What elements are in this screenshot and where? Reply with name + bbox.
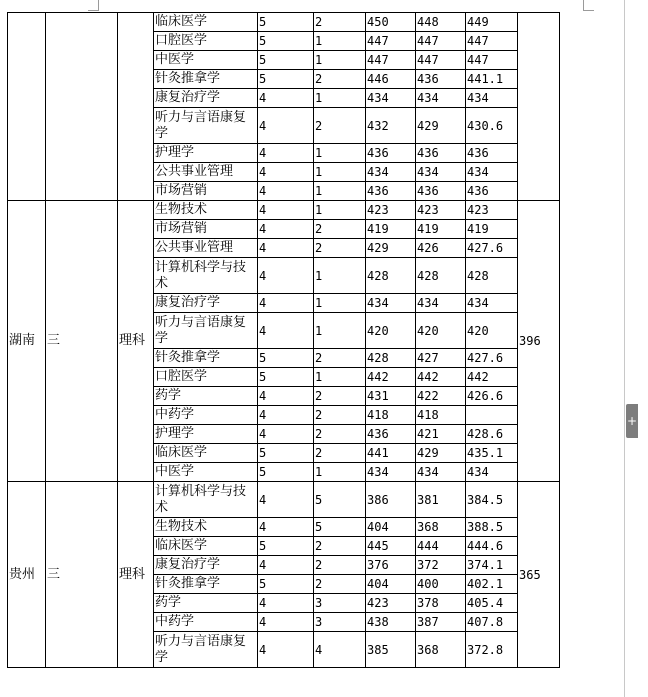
plan-count-cell: 5 [258,575,314,594]
page-edge-line [624,0,625,697]
enroll-count-cell: 2 [314,70,366,89]
max-score-cell: 436 [366,425,416,444]
plan-count-cell: 5 [258,463,314,482]
max-score-cell: 447 [366,51,416,70]
major-cell: 护理学 [154,144,258,163]
side-expand-tab[interactable] [626,404,638,438]
plan-count-cell: 5 [258,444,314,463]
max-score-cell: 446 [366,70,416,89]
plan-count-cell: 4 [258,258,314,294]
enroll-count-cell: 2 [314,406,366,425]
table-row [8,201,560,220]
enroll-count-cell: 1 [314,32,366,51]
enroll-count-cell: 5 [314,482,366,518]
enroll-count-cell: 1 [314,51,366,70]
min-score-cell: 429 [416,444,466,463]
major-cell: 临床医学 [154,444,258,463]
plan-count-cell: 4 [258,556,314,575]
avg-score-cell: 388.5 [466,518,518,537]
major-cell: 中药学 [154,613,258,632]
enroll-count-cell: 2 [314,556,366,575]
plan-count-cell: 5 [258,349,314,368]
enroll-count-cell: 2 [314,108,366,144]
plan-count-cell: 4 [258,89,314,108]
enroll-count-cell: 2 [314,387,366,406]
category-cell: 理科 [118,201,154,482]
max-score-cell: 428 [366,349,416,368]
avg-score-cell: 434 [466,463,518,482]
min-score-cell: 447 [416,51,466,70]
plan-count-cell: 4 [258,294,314,313]
major-cell: 药学 [154,594,258,613]
min-score-cell: 421 [416,425,466,444]
max-score-cell: 438 [366,613,416,632]
min-score-cell: 368 [416,518,466,537]
min-score-cell: 422 [416,387,466,406]
min-score-cell: 444 [416,537,466,556]
avg-score-cell: 427.6 [466,239,518,258]
max-score-cell: 386 [366,482,416,518]
avg-score-cell: 434 [466,294,518,313]
plan-count-cell: 5 [258,51,314,70]
avg-score-cell: 427.6 [466,349,518,368]
plan-count-cell: 4 [258,387,314,406]
enroll-count-cell: 4 [314,632,366,668]
plan-count-cell: 4 [258,594,314,613]
avg-score-cell: 407.8 [466,613,518,632]
min-score-cell: 429 [416,108,466,144]
max-score-cell: 436 [366,144,416,163]
min-score-cell: 372 [416,556,466,575]
avg-score-cell: 441.1 [466,70,518,89]
enroll-count-cell: 1 [314,201,366,220]
avg-score-cell: 434 [466,89,518,108]
max-score-cell: 420 [366,313,416,349]
avg-score-cell: 420 [466,313,518,349]
plan-count-cell: 4 [258,406,314,425]
enroll-count-cell: 1 [314,144,366,163]
plan-count-cell: 4 [258,613,314,632]
max-score-cell: 423 [366,594,416,613]
min-score-cell: 436 [416,144,466,163]
avg-score-cell: 419 [466,220,518,239]
enroll-count-cell: 2 [314,575,366,594]
min-score-cell: 434 [416,163,466,182]
major-cell: 护理学 [154,425,258,444]
max-score-cell: 441 [366,444,416,463]
category-cell [118,13,154,201]
major-cell: 听力与言语康复学 [154,632,258,668]
max-score-cell: 442 [366,368,416,387]
plan-count-cell: 4 [258,632,314,668]
category-cell: 理科 [118,482,154,668]
avg-score-cell: 423 [466,201,518,220]
min-score-cell: 368 [416,632,466,668]
enroll-count-cell: 3 [314,594,366,613]
avg-score-cell: 426.6 [466,387,518,406]
enroll-count-cell: 1 [314,89,366,108]
enroll-count-cell: 3 [314,613,366,632]
major-cell: 听力与言语康复学 [154,108,258,144]
max-score-cell: 432 [366,108,416,144]
major-cell: 市场营销 [154,220,258,239]
plan-count-cell: 5 [258,13,314,32]
avg-score-cell: 405.4 [466,594,518,613]
major-cell: 市场营销 [154,182,258,201]
max-score-cell: 376 [366,556,416,575]
min-score-cell: 442 [416,368,466,387]
min-score-cell: 400 [416,575,466,594]
plan-count-cell: 4 [258,144,314,163]
batch-cell [46,13,118,201]
major-cell: 计算机科学与技术 [154,482,258,518]
major-cell: 药学 [154,387,258,406]
min-score-cell: 419 [416,220,466,239]
min-score-cell: 436 [416,70,466,89]
plan-count-cell: 4 [258,239,314,258]
avg-score-cell: 428 [466,258,518,294]
major-cell: 针灸推拿学 [154,349,258,368]
min-score-cell: 423 [416,201,466,220]
avg-score-cell: 435.1 [466,444,518,463]
major-cell: 临床医学 [154,537,258,556]
major-cell: 康复治疗学 [154,89,258,108]
max-score-cell: 428 [366,258,416,294]
max-score-cell: 418 [366,406,416,425]
avg-score-cell: 442 [466,368,518,387]
plan-count-cell: 4 [258,182,314,201]
max-score-cell: 385 [366,632,416,668]
max-score-cell: 423 [366,201,416,220]
min-score-cell: 434 [416,294,466,313]
min-score-cell: 428 [416,258,466,294]
avg-score-cell: 436 [466,182,518,201]
max-score-cell: 445 [366,537,416,556]
major-cell: 计算机科学与技术 [154,258,258,294]
min-score-cell: 387 [416,613,466,632]
min-score-cell: 436 [416,182,466,201]
max-score-cell: 429 [366,239,416,258]
max-score-cell: 434 [366,89,416,108]
min-score-cell: 448 [416,13,466,32]
enroll-count-cell: 1 [314,294,366,313]
province-cell: 湖南 [8,201,46,482]
province-cell [8,13,46,201]
min-score-cell: 434 [416,89,466,108]
max-score-cell: 436 [366,182,416,201]
plan-count-cell: 4 [258,425,314,444]
plan-count-cell: 4 [258,518,314,537]
plus-icon: + [626,414,638,428]
min-score-cell: 426 [416,239,466,258]
avg-score-cell [466,406,518,425]
enroll-count-cell: 2 [314,444,366,463]
margin-corner-mark [583,0,594,11]
admission-score-table [7,12,560,668]
enroll-count-cell: 1 [314,182,366,201]
enroll-count-cell: 1 [314,463,366,482]
major-cell: 针灸推拿学 [154,575,258,594]
major-cell: 生物技术 [154,201,258,220]
enroll-count-cell: 2 [314,220,366,239]
max-score-cell: 431 [366,387,416,406]
avg-score-cell: 436 [466,144,518,163]
min-score-cell: 447 [416,32,466,51]
major-cell: 中药学 [154,406,258,425]
major-cell: 临床医学 [154,13,258,32]
avg-score-cell: 447 [466,51,518,70]
avg-score-cell: 384.5 [466,482,518,518]
max-score-cell: 419 [366,220,416,239]
major-cell: 公共事业管理 [154,163,258,182]
avg-score-cell: 434 [466,163,518,182]
avg-score-cell: 372.8 [466,632,518,668]
enroll-count-cell: 1 [314,258,366,294]
enroll-count-cell: 1 [314,313,366,349]
max-score-cell: 404 [366,575,416,594]
avg-score-cell: 449 [466,13,518,32]
margin-corner-mark [88,0,99,11]
max-score-cell: 450 [366,13,416,32]
plan-count-cell: 5 [258,537,314,556]
avg-score-cell: 447 [466,32,518,51]
min-score-cell: 434 [416,463,466,482]
max-score-cell: 447 [366,32,416,51]
enroll-count-cell: 1 [314,368,366,387]
min-score-cell: 420 [416,313,466,349]
plan-count-cell: 4 [258,201,314,220]
major-cell: 康复治疗学 [154,556,258,575]
avg-score-cell: 430.6 [466,108,518,144]
plan-count-cell: 4 [258,108,314,144]
control-line-cell: 396 [518,201,560,482]
table-row [8,482,560,518]
table-body [8,13,560,668]
avg-score-cell: 444.6 [466,537,518,556]
major-cell: 康复治疗学 [154,294,258,313]
enroll-count-cell: 2 [314,239,366,258]
min-score-cell: 427 [416,349,466,368]
batch-cell: 三 [46,201,118,482]
avg-score-cell: 402.1 [466,575,518,594]
plan-count-cell: 4 [258,163,314,182]
avg-score-cell: 428.6 [466,425,518,444]
max-score-cell: 434 [366,463,416,482]
enroll-count-cell: 1 [314,163,366,182]
table-row [8,13,560,32]
max-score-cell: 434 [366,294,416,313]
batch-cell: 三 [46,482,118,668]
avg-score-cell: 374.1 [466,556,518,575]
major-cell: 生物技术 [154,518,258,537]
plan-count-cell: 4 [258,482,314,518]
major-cell: 公共事业管理 [154,239,258,258]
plan-count-cell: 5 [258,70,314,89]
major-cell: 针灸推拿学 [154,70,258,89]
province-cell: 贵州 [8,482,46,668]
enroll-count-cell: 2 [314,425,366,444]
plan-count-cell: 4 [258,313,314,349]
max-score-cell: 404 [366,518,416,537]
min-score-cell: 378 [416,594,466,613]
plan-count-cell: 5 [258,32,314,51]
major-cell: 听力与言语康复学 [154,313,258,349]
enroll-count-cell: 2 [314,537,366,556]
major-cell: 口腔医学 [154,368,258,387]
plan-count-cell: 4 [258,220,314,239]
enroll-count-cell: 2 [314,349,366,368]
major-cell: 中医学 [154,463,258,482]
max-score-cell: 434 [366,163,416,182]
enroll-count-cell: 2 [314,13,366,32]
enroll-count-cell: 5 [314,518,366,537]
plan-count-cell: 5 [258,368,314,387]
major-cell: 口腔医学 [154,32,258,51]
min-score-cell: 381 [416,482,466,518]
control-line-cell [518,13,560,201]
control-line-cell: 365 [518,482,560,668]
major-cell: 中医学 [154,51,258,70]
min-score-cell: 418 [416,406,466,425]
